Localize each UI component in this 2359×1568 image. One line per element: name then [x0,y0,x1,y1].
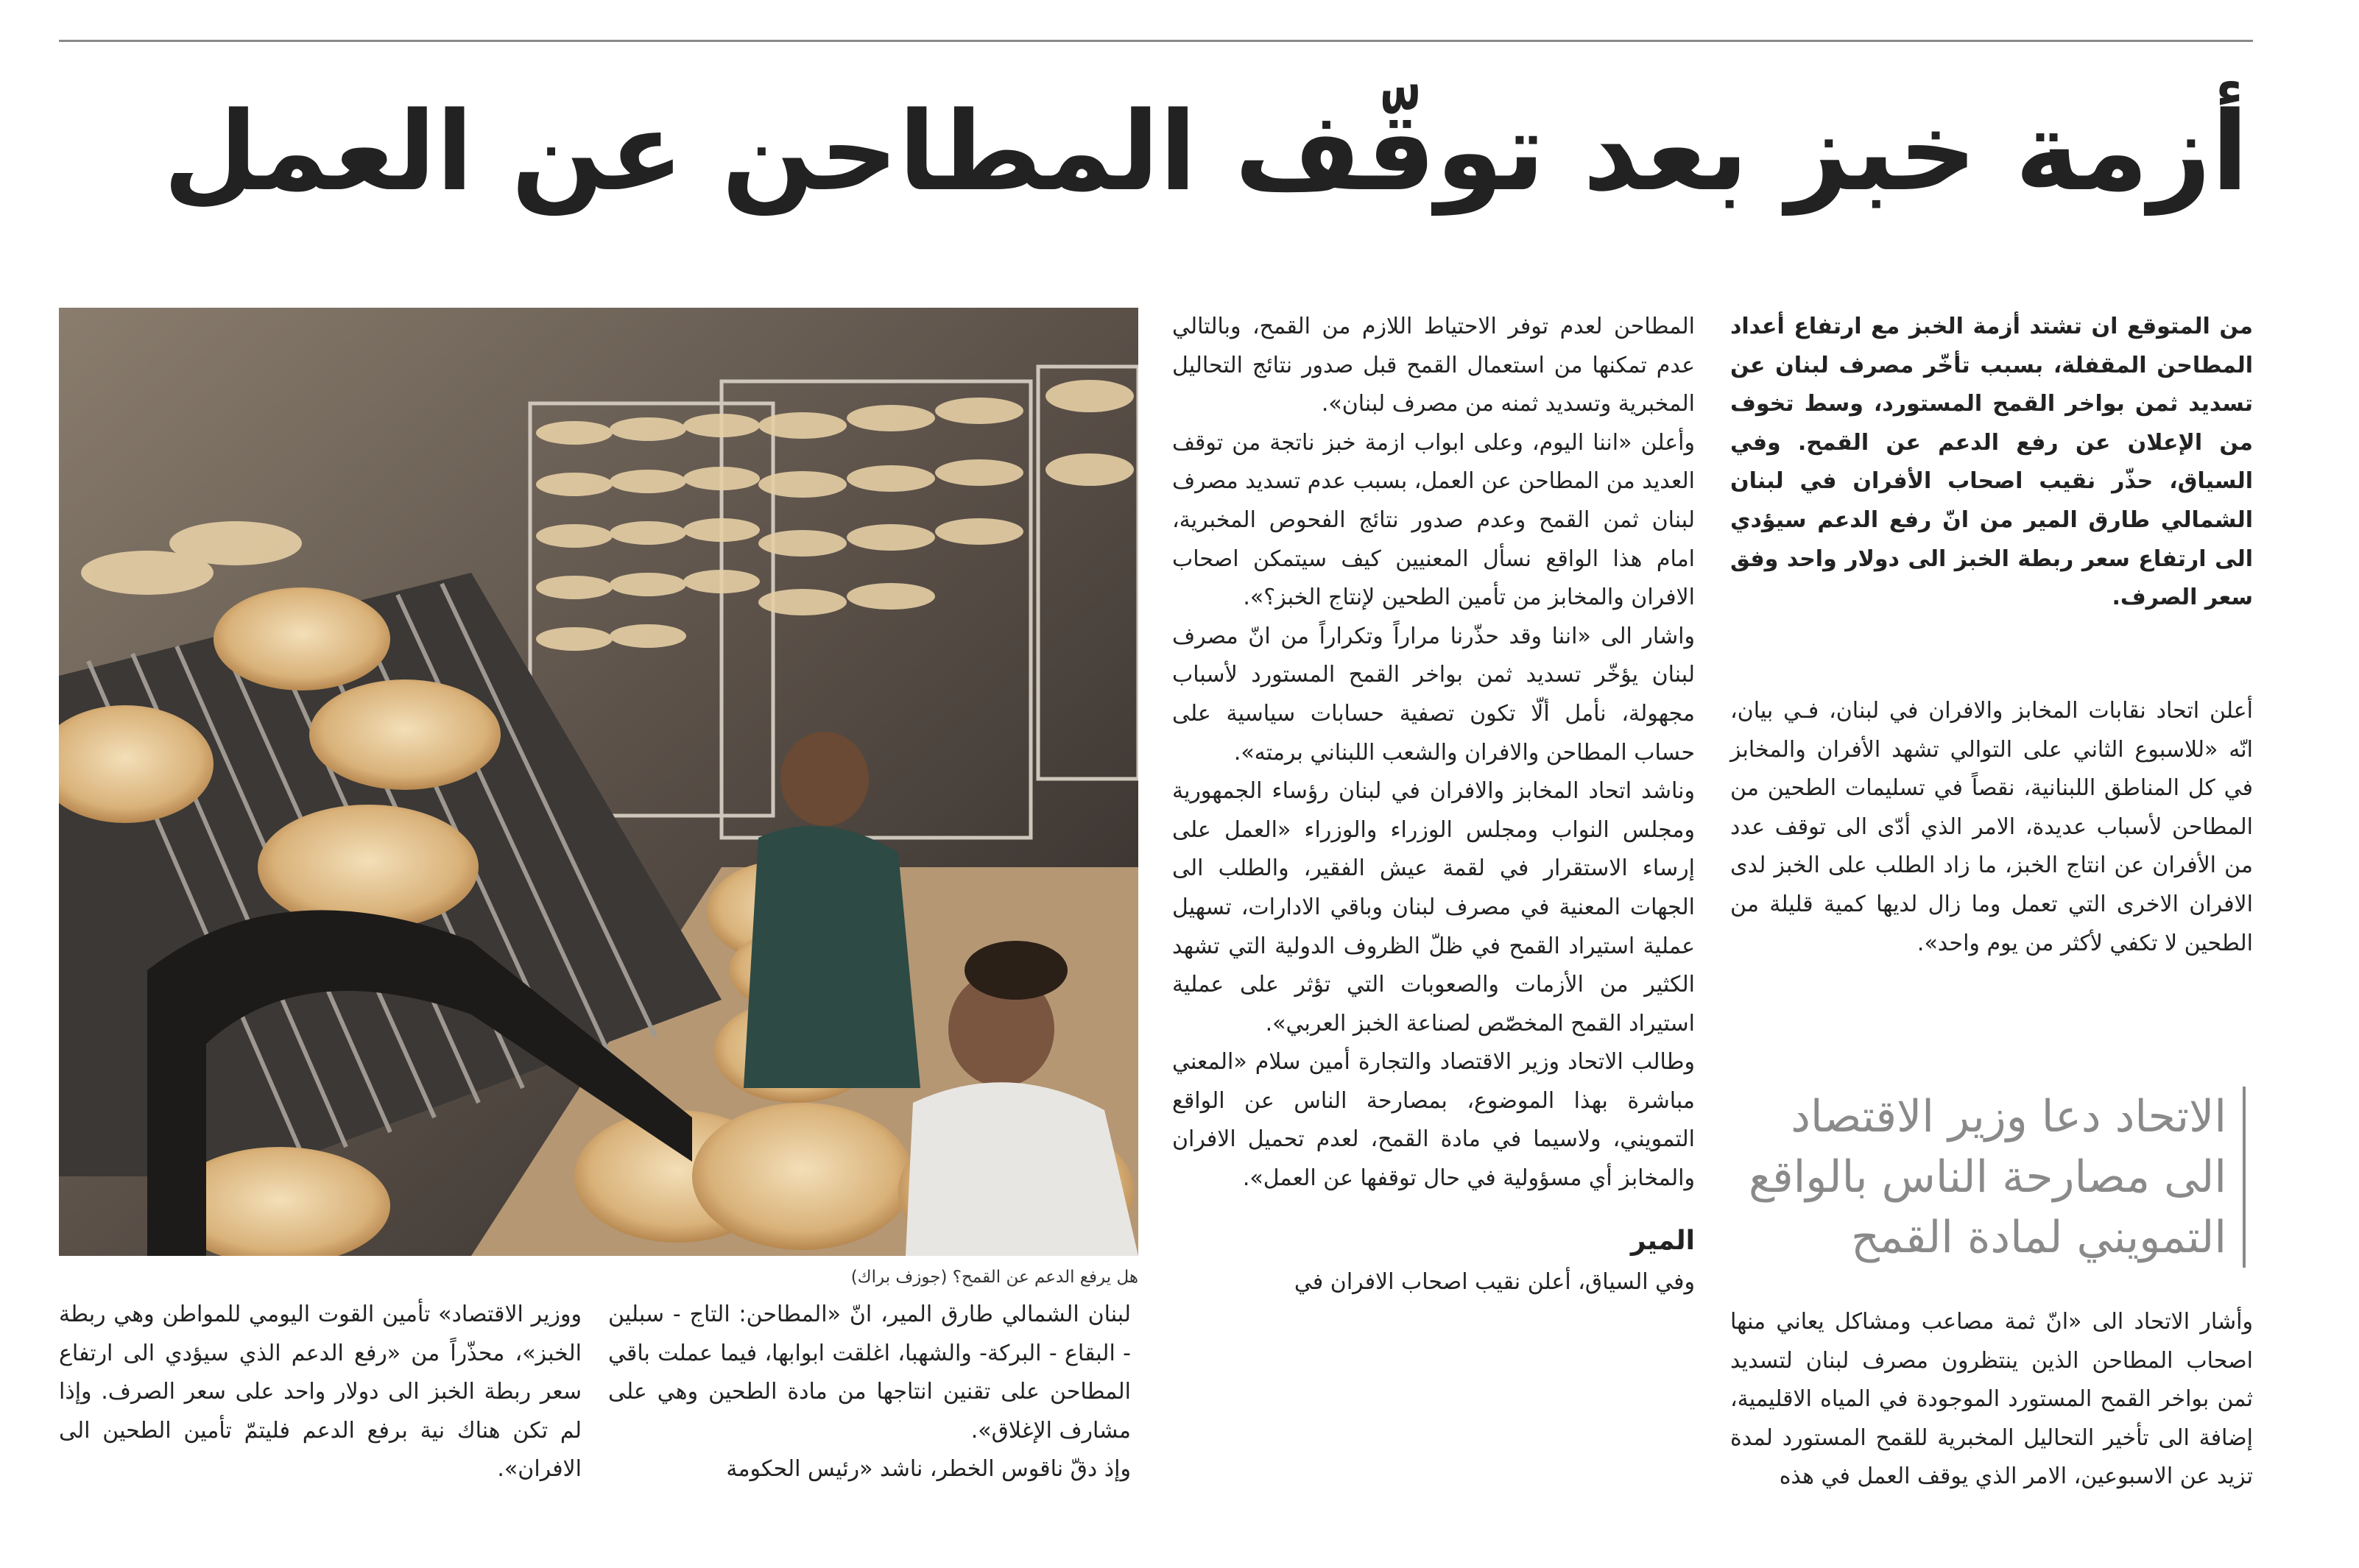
middle-paragraph: وطالب الاتحاد وزير الاقتصاد والتجارة أمين سلام «المعني مباشرة بهذا الموضوع، بمصارحة الناس عن الواقع التمويني، ولاسيما في مادة القمح، لعدم تحميل الافران والمخابز أي مسؤولية في حال توقفها عن العمل». [1172,1049,1695,1192]
photo-caption: هل يرفع الدعم عن القمح؟ (جوزف براك) [850,1268,1138,1287]
subhead: المير [1630,1225,1695,1256]
top-rule [59,40,2253,42]
middle-paragraph: المطاحن لعدم توفر الاحتياط اللازم من القمح، وبالتالي عدم تمكنها من استعمال القمح قبل صدور نتائج التحاليل المخبرية وتسديد ثمنه من مصرف لبنان». [1172,314,1695,417]
lead-paragraph: من المتوقع ان تشتد أزمة الخبز مع ارتفاع أعداد المطاحن المقفلة، بسبب تأخّر مصرف لبنان عن تسديد ثمن بواخر القمح المستورد، وسط تخوف من الإعلان عن رفع الدعم عن القمح. وفي السياق، حذّر نقيب اصحاب الأفران في لبنان الشمالي طارق المير من انّ رفع الدعم سيؤدي الى ارتفاع سعر ربطة الخبز الى دولار واحد وفق سعر الصرف. [1730,314,2253,611]
right-paragraph-2: وأشار الاتحاد الى «انّ ثمة مصاعب ومشاكل يعاني منها اصحاب المطاحن الذين ينتظرون مصرف لبنان لتسديد ثمن بواخر القمح المستورد الموجودة في المياه الاقليمية، إضافة الى تأخير التحاليل المخبرية للقمح المستورد لمدة تزيد عن الاسبوعين، الامر الذي يوقف العمل في هذه [1730,1309,2253,1490]
bottom-column-1 [608,1296,1131,1489]
middle-column [1172,308,1695,1302]
bottom-paragraph: لبنان الشمالي طارق المير، انّ «المطاحن: التاج - سبلين - البقاع - البركة- والشهبا، اغلقت ابوابها، فيما عملت باقي المطاحن على تقنين انتاجها من مادة الطحين وهي على مشارف الإغلاق». [608,1302,1131,1444]
bakery-photo [59,308,1138,1256]
bottom-paragraph-tail: وإذ دقّ ناقوس الخطر، ناشد «رئيس الحكومة [726,1456,1131,1483]
middle-paragraph: وناشد اتحاد المخابز والافران في لبنان رؤساء الجمهورية ومجلس النواب ومجلس الوزراء والوزراء «العمل على إرساء الاستقرار في لقمة عيش الفقير، والطلب الى الجهات المعنية في مصرف لبنان وباقي الادارات، تسهيل عملية استيراد القمح في ظلّ الظروف الدولية التي تشهد الكثير من الأزمات والصعوبات التي تؤثر على عملية استيراد القمح المخصّص لصناعة الخبز العربي». [1172,778,1695,1036]
bottom-column-2: ووزير الاقتصاد» تأمين القوت اليومي للمواطن وهي ربطة الخبز»، محذّراً من «رفع الدعم الذي سيؤدي الى ارتفاع سعر ربطة الخبز الى دولار واحد على سعر الصرف. وإذا لم تكن هناك نية برفع الدعم فليتمّ تأمين الطحين الى الافران». [59,1302,582,1483]
pull-quote: الاتحاد دعا وزير الاقتصاد الى مصارحة الناس بالواقع التمويني لمادة القمح [1730,1087,2246,1268]
right-paragraph-1: أعلن اتحاد نقابات المخابز والافران في لبنان، فـي بيان، انّه «للاسبوع الثاني على التوالي تشهد الأفران والمخابز في كل المناطق اللبنانية، نقصاً في تسليمات الطحين من المطاحن لأسباب عديدة، الامر الذي أدّى الى توقف عدد من الأفران عن انتاج الخبز، ما زاد الطلب على الخبز لدى الافران الاخرى التي تعمل وما زال لديها كمية قليلة من الطحين لا تكفي لأكثر من يوم واحد». [1730,698,2253,956]
middle-paragraph: وأعلن «اننا اليوم، وعلى ابواب ازمة خبز ناتجة من توقف العديد من المطاحن عن العمل، بسبب عدم تسديد مصرف لبنان ثمن القمح وعدم صدور نتائج الفحوص المخبرية، امام هذا الواقع نسأل المعنيين كيف سيتمكن اصحاب الافران والمخابز من تأمين الطحين لإنتاج الخبز؟». [1172,429,1695,611]
middle-paragraph-tail: وفي السياق، أعلن نقيب اصحاب الافران في [1294,1268,1695,1295]
headline: أزمة خبز بعد توقّف المطاحن عن العمل [163,88,2249,215]
middle-paragraph: واشار الى «اننا وقد حذّرنا مراراً وتكراراً من انّ مصرف لبنان يؤخّر تسديد ثمن بواخر القمح المستورد لأسباب مجهولة، نأمل ألّا تكون تصفية حسابات سياسية على حساب المطاحن والافران والشعب اللبناني برمته». [1172,623,1695,766]
